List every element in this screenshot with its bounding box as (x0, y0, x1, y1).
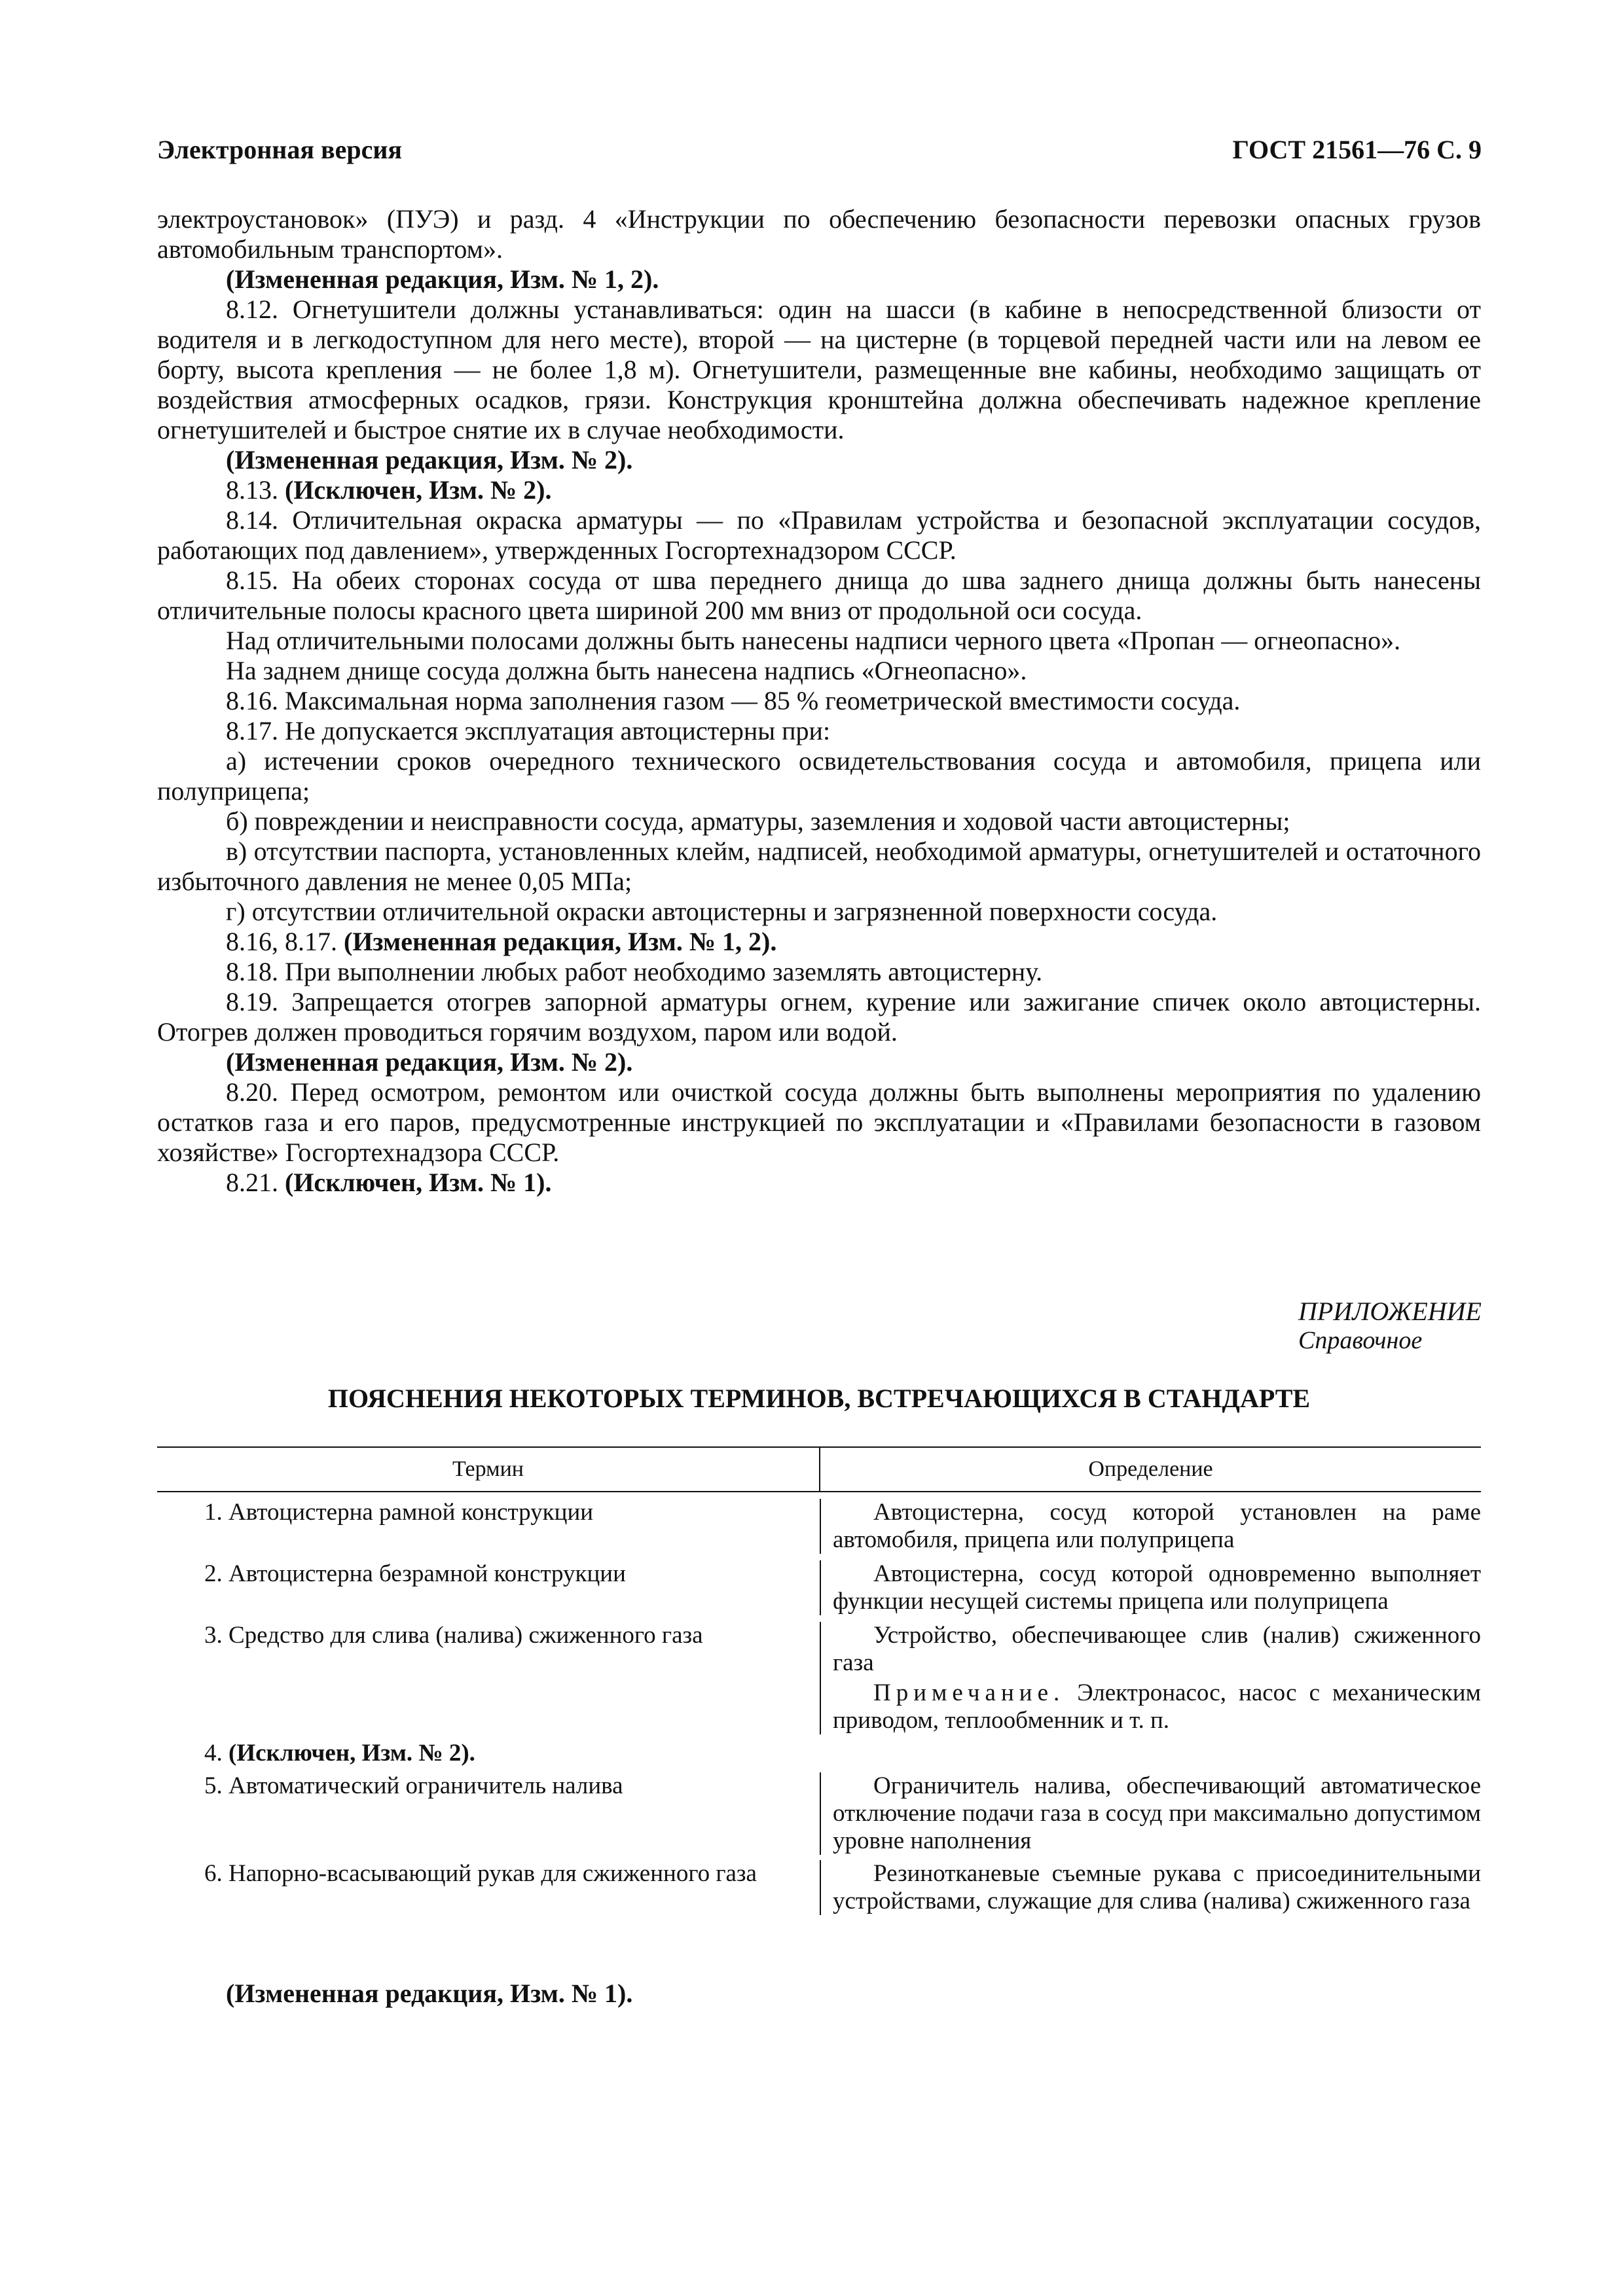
appendix-label (1298, 1297, 1482, 1355)
paragraph-text: (Измененная редакция, Изм. № 1, 2). (344, 927, 777, 956)
paragraph (157, 295, 1481, 445)
term-cell (157, 1860, 820, 1915)
paragraph (157, 626, 1481, 656)
term-text: 6. Напорно-всасывающий рукав для сжиженного газа (204, 1860, 757, 1887)
header-term: Термин (157, 1448, 820, 1491)
paragraph-text: На заднем днище сосуда должна быть нанесена надпись «Огнеопасно». (226, 656, 1027, 685)
definition-text: Резинотканевые съемные рукава с присоединительными устройствами, служащие для слива (налива) сжиженного газа (833, 1860, 1481, 1914)
paragraph-text: электроустановок» (ПУЭ) и разд. 4 «Инструкции по обеспечению безопасности перевозки опасных грузов автомобильным транспортом». (157, 204, 1481, 264)
paragraph-number: 8.21. (226, 1168, 285, 1197)
table-row (157, 1860, 1481, 1915)
body-text (157, 204, 1481, 1198)
paragraph-number: 8.13. (226, 475, 285, 505)
paragraph-text: 8.18. При выполнении любых работ необходимо заземлять автоцистерну. (226, 957, 1043, 986)
paragraph-text: 8.20. Перед осмотром, ремонтом или очисткой сосуда должны быть выполнены мероприятия по удалению остатков газа и его паров, предусмотренные инструкцией по эксплуатации и «Правилами безопасности в газовом хозяйстве» Госгортехнадзора СССР. (157, 1077, 1481, 1167)
paragraph-text: г) отсутствии отличительной окраски автоцистерны и загрязненной поверхности сосуда. (226, 897, 1218, 926)
term-cell (157, 1560, 820, 1615)
paragraph (157, 1047, 1481, 1077)
term-cell (157, 1740, 1481, 1767)
paragraph (157, 686, 1481, 716)
paragraph (157, 987, 1481, 1047)
term-text: 1. Автоцистерна рамной конструкции (204, 1499, 594, 1526)
term-text: (Исключен, Изм. № 2). (228, 1740, 475, 1767)
paragraph-text: Над отличительными полосами должны быть нанесены надписи черного цвета «Пропан — огнеопасно». (226, 626, 1401, 655)
footer-note: (Измененная редакция, Изм. № 1). (226, 1979, 633, 2008)
paragraph-text: (Измененная редакция, Изм. № 2). (226, 1047, 633, 1077)
paragraph (157, 565, 1481, 626)
header-right: ГОСТ 21561—76 С. 9 (1232, 135, 1482, 164)
paragraph (157, 897, 1481, 927)
term-cell (157, 1772, 820, 1855)
definition-cell (820, 1622, 1481, 1734)
paragraph-text: 8.12. Огнетушители должны устанавливаться: один на шасси (в кабине в непосредственной близости от водителя и в легкодоступном для него месте), второй — на цистерне (в торцевой передней части или на левом ее борту, высота крепления — не более 1,8 м). Огнетушители, размещенные вне кабины, необходимо защищать от воздействия атмосферных осадков, грязи. Конструкция кронштейна должна обеспечивать надежное крепление огнетушителей и быстрое снятие их в случае необходимости. (157, 295, 1481, 444)
paragraph-text: 8.15. На обеих сторонах сосуда от шва переднего днища до шва заднего днища должны быть нанесены отличительные полосы красного цвета шириной 200 мм вниз от продольной оси сосуда. (157, 565, 1481, 625)
table-row (157, 1622, 1481, 1734)
definition-cell (820, 1860, 1481, 1915)
paragraph-text: (Исключен, Изм. № 1). (285, 1168, 552, 1197)
table-row (157, 1499, 1481, 1554)
paragraph-text: (Исключен, Изм. № 2). (285, 475, 552, 505)
table-header (157, 1446, 1481, 1492)
note-text: Электронасос, насос с механическим приводом, теплообменник и т. п. (833, 1679, 1481, 1734)
paragraph-text: (Измененная редакция, Изм. № 2). (226, 445, 633, 475)
definition-note (833, 1679, 1481, 1734)
paragraph-text: 8.19. Запрещается отогрев запорной арматуры огнем, курение или зажигание спичек около автоцистерны. Отогрев должен проводиться горячим воздухом, паром или водой. (157, 987, 1481, 1047)
paragraph (157, 806, 1481, 836)
note-label: Примечание. (873, 1679, 1065, 1706)
term-cell (157, 1622, 820, 1734)
section-title: ПОЯСНЕНИЯ НЕКОТОРЫХ ТЕРМИНОВ, ВСТРЕЧАЮЩИХСЯ В СТАНДАРТЕ (327, 1384, 1311, 1413)
appendix-title: ПРИЛОЖЕНИЕ (1298, 1297, 1482, 1326)
terms-table (157, 1446, 1481, 1915)
definition-text: Автоцистерна, сосуд которой одновременно выполняет функции несущей системы прицепа или полуприцепа (833, 1560, 1481, 1615)
paragraph (157, 957, 1481, 987)
table-row (157, 1560, 1481, 1615)
paragraph-number: 8.16, 8.17. (226, 927, 344, 956)
header-definition: Определение (1088, 1457, 1213, 1481)
table-row (157, 1740, 1481, 1767)
definition-text: Ограничитель налива, обеспечивающий автоматическое отключение подачи газа в сосуд при максимально допустимом уровне наполнения (833, 1772, 1481, 1854)
definition-text: Устройство, обеспечивающее слив (налив) сжиженного газа (833, 1622, 1481, 1676)
definition-cell (820, 1772, 1481, 1855)
paragraph (157, 656, 1481, 686)
definition-cell (820, 1499, 1481, 1554)
term-text: 2. Автоцистерна безрамной конструкции (204, 1560, 626, 1587)
paragraph-text: 8.17. Не допускается эксплуатация автоцистерны при: (226, 716, 831, 745)
paragraph-text: в) отсутствии паспорта, установленных клейм, надписей, необходимой арматуры, огнетушителей и остаточного избыточного давления не менее 0,05 МПа; (157, 836, 1481, 896)
paragraph (157, 746, 1481, 806)
definition-cell (820, 1560, 1481, 1615)
paragraph-text: б) повреждении и неисправности сосуда, арматуры, заземления и ходовой части автоцистерны; (226, 806, 1290, 836)
paragraph (157, 836, 1481, 897)
paragraph (157, 505, 1481, 565)
definition-text: Автоцистерна, сосуд которой установлен на раме автомобиля, прицепа или полуприцепа (833, 1499, 1481, 1553)
paragraph (157, 445, 1481, 475)
table-body (157, 1499, 1481, 1915)
paragraph-text: а) истечении сроков очередного технического освидетельствования сосуда и автомобиля, прицепа или полуприцепа; (157, 746, 1481, 806)
table-row (157, 1772, 1481, 1855)
term-cell (157, 1499, 820, 1554)
term-text: 3. Средство для слива (налива) сжиженного газа (204, 1622, 703, 1649)
paragraph (157, 927, 1481, 957)
paragraph (157, 475, 1481, 505)
term-number: 4. (204, 1740, 228, 1767)
paragraph (157, 1077, 1481, 1168)
paragraph (157, 264, 1481, 295)
paragraph-text: 8.16. Максимальная норма заполнения газом — 85 % геометрической вместимости сосуда. (226, 686, 1241, 715)
paragraph-text: (Измененная редакция, Изм. № 1, 2). (226, 264, 659, 294)
paragraph (157, 1168, 1481, 1198)
paragraph (157, 716, 1481, 746)
appendix-subtitle: Справочное (1298, 1327, 1423, 1354)
term-text: 5. Автоматический ограничитель налива (204, 1772, 623, 1799)
paragraph (157, 204, 1481, 264)
header-left: Электронная версия (157, 135, 403, 164)
paragraph-text: 8.14. Отличительная окраска арматуры — по «Правилам устройства и безопасной эксплуатации сосудов, работающих под давлением», утвержденных Госгортехнадзором СССР. (157, 505, 1481, 565)
